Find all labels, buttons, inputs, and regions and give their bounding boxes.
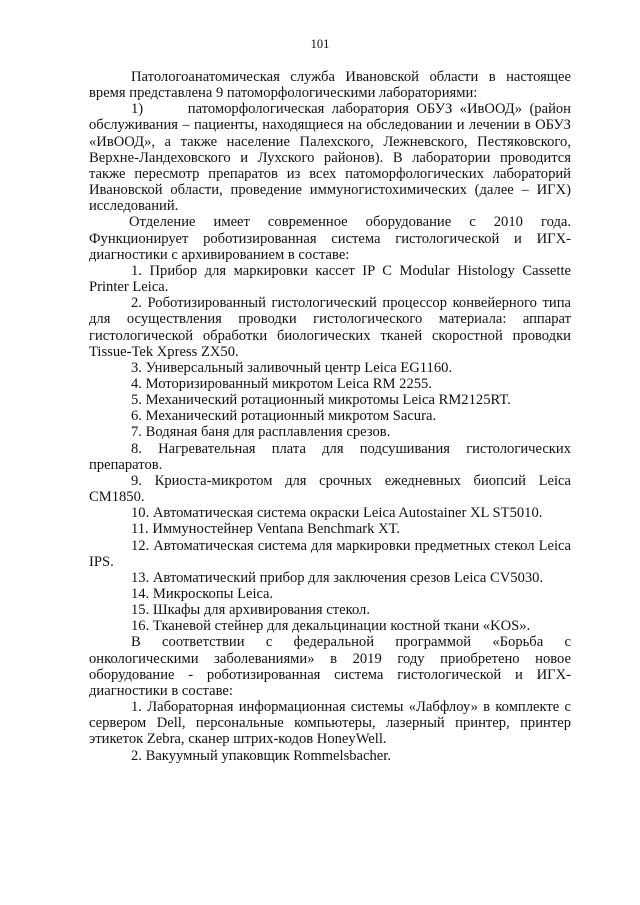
list-item: 11. Иммуностейнер Ventana Benchmark XT. (131, 521, 401, 538)
list-item: 3. Универсальный заливочный центр Leica EG1160. (131, 359, 453, 376)
paragraph-department: Отделение имеет современное оборудование с 2010 года. Функционирует роботизированная система гистологической и ИГХ-диагностики с архивированием в составе: (89, 214, 571, 263)
list-item: 15. Шкафы для архивирования стекол. (131, 602, 370, 619)
page-number: 101 (310, 37, 330, 51)
list-item: 6. Механический ротационный микротом Sacura. (131, 408, 437, 425)
list-item: 14. Микроскопы Leica. (131, 586, 274, 602)
list-item: 4. Моторизированный микротом Leica RM 2255. (131, 375, 432, 392)
list-item: 5. Механический ротационный микротомы Leica RM2125RT. (131, 392, 511, 409)
paragraph-intro: Патологоанатомическая служба Ивановской области в настоящее время представлена 9 патоморфологическими лабораториями: (89, 69, 571, 102)
list-item: 8. Нагревательная плата для подсушивания гистологических препаратов. (89, 440, 571, 473)
list-item: 2. Роботизированный гистологический процессор конвейерного типа для осуществления проводки гистологического материала: аппарат гистологической обработки биологических тканей скоростной проводки Tissue-Tek Xpress ZX50. (89, 295, 571, 360)
list-item: 12. Автоматическая система для маркировки предметных стекол Leica IPS. (89, 537, 571, 570)
list-item: 16. Тканевой стейнер для декальцинации костной ткани «KOS». (131, 618, 531, 635)
list-item: 2. Вакуумный упаковщик Rommelsbacher. (131, 747, 391, 764)
list-item: 10. Автоматическая система окраски Leica Autostainer XL ST5010. (131, 505, 543, 522)
list-item: 1. Лабораторная информационная системы «Лабфлоу» в комплекте с сервером Dell, персональные компьютеры, лазерный принтер, принтер этикеток Zebra, сканер штрих-кодов HoneyWell. (89, 699, 571, 748)
paragraph-lab-1: 1) патоморфологическая лаборатория ОБУЗ «ИвООД» (район обслуживания – пациенты, находящиеся на обследовании и лечении в ОБУЗ «ИвООД», а также население Палехского, Лежневского, Пестяковского, Верхне-Ландеховского и Лухского районов). В лаборатории проводится также пересмотр препаратов из всех патоморфологических лабораторий Ивановской области, проведение иммуногистохимических (далее – ИГХ) исследований. (89, 101, 571, 215)
list-item: 9. Криоста-микротом для срочных ежедневных биопсий Leica CM1850. (89, 472, 571, 506)
paragraph-federal-program: В соответствии с федеральной программой «Борьба с онкологическими заболеваниями» в 2019 году приобретено новое оборудование - роботизированная система гистологической и ИГХ-диагностики в составе: (89, 634, 571, 699)
list-item: 7. Водяная баня для расплавления срезов. (131, 424, 391, 441)
list-item: 13. Автоматический прибор для заключения срезов Leica CV5030. (131, 569, 544, 586)
list-item: 1. Прибор для маркировки кассет IP C Modular Histology Cassette Printer Leica. (89, 262, 571, 296)
document-body (89, 69, 571, 764)
